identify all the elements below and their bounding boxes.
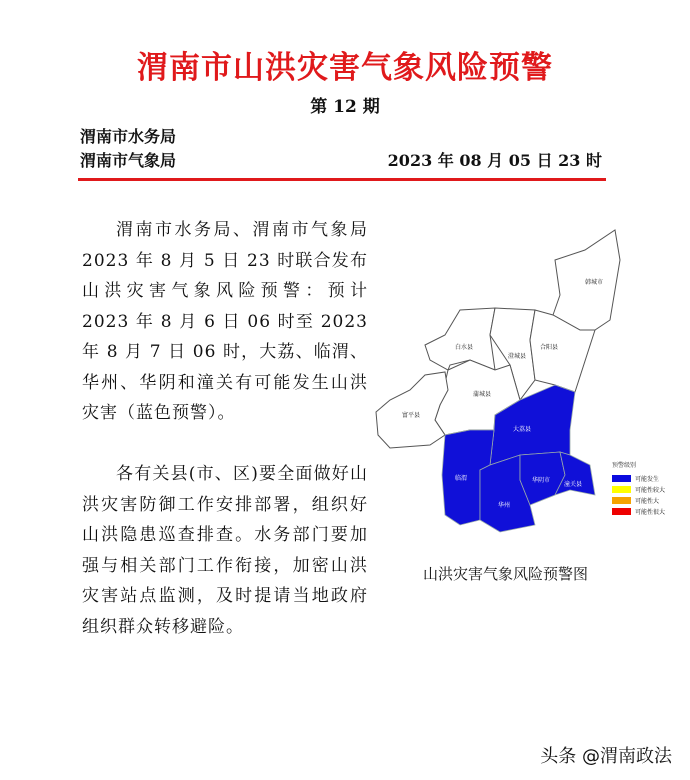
legend-item (612, 495, 665, 505)
document-title: 渭南市山洪灾害气象风险预警 (137, 50, 553, 86)
legend-label: 可能性大 (635, 497, 660, 505)
issue-datetime: 2023 年 08 月 05 日 23 时 (387, 151, 602, 170)
issuer-meteorology-bureau: 渭南市气象局 (80, 151, 177, 170)
region-baishui (425, 308, 495, 370)
map-caption: 山洪灾害气象风险预警图 (423, 565, 589, 583)
label-huazhou: 华州 (498, 502, 511, 509)
legend-title: 预警级别 (612, 462, 637, 469)
label-huayin: 华阴市 (532, 477, 551, 484)
legend-item (612, 506, 665, 516)
region-fuping (376, 372, 448, 448)
legend-item (612, 484, 665, 494)
label-baishui: 白水县 (455, 344, 474, 351)
legend-swatch-blue (612, 475, 631, 482)
paragraph-instructions: 各有关县(市、区)要全面做好山洪灾害防御工作安排部署，组织好山洪隐患巡查排查。水务部门要加强与相关部门工作衔接，加密山洪灾害站点监测，及时提请当地政府组织群众转移避险。 (82, 464, 368, 637)
label-chengcheng: 澄城县 (508, 353, 527, 360)
legend-swatch-yellow (612, 486, 631, 493)
label-linwei: 临渭 (455, 475, 468, 482)
watermark: 头条 @渭南政法 (540, 746, 672, 767)
label-heyang: 合阳县 (540, 344, 559, 351)
red-divider (78, 178, 606, 181)
legend-item (612, 473, 665, 483)
label-tongguan: 潼关县 (564, 481, 583, 488)
issue-number: 第 12 期 (310, 97, 380, 117)
map-legend (612, 460, 665, 517)
legend-label: 可能性较大 (635, 486, 666, 494)
legend-label: 可能性很大 (635, 508, 666, 516)
label-pucheng: 蒲城县 (473, 391, 492, 398)
label-dali: 大荔县 (513, 426, 532, 433)
legend-label: 可能发生 (635, 475, 660, 483)
issuer-water-bureau: 渭南市水务局 (80, 127, 177, 146)
legend-swatch-red (612, 508, 631, 515)
label-fuping: 富平县 (402, 412, 421, 419)
legend-swatch-orange (612, 497, 631, 504)
label-hancheng: 韩城市 (585, 279, 604, 286)
paragraph-forecast: 渭南市水务局、渭南市气象局 2023 年 8 月 5 日 23 时联合发布山洪灾害气象风险预警：预计 2023 年 8 月 6 日 06 时至 2023 年 8 月 7 日 06 时，大荔、临渭、华州、华阴和潼关有可能发生山洪灾害（蓝色预警）。 (82, 220, 368, 423)
